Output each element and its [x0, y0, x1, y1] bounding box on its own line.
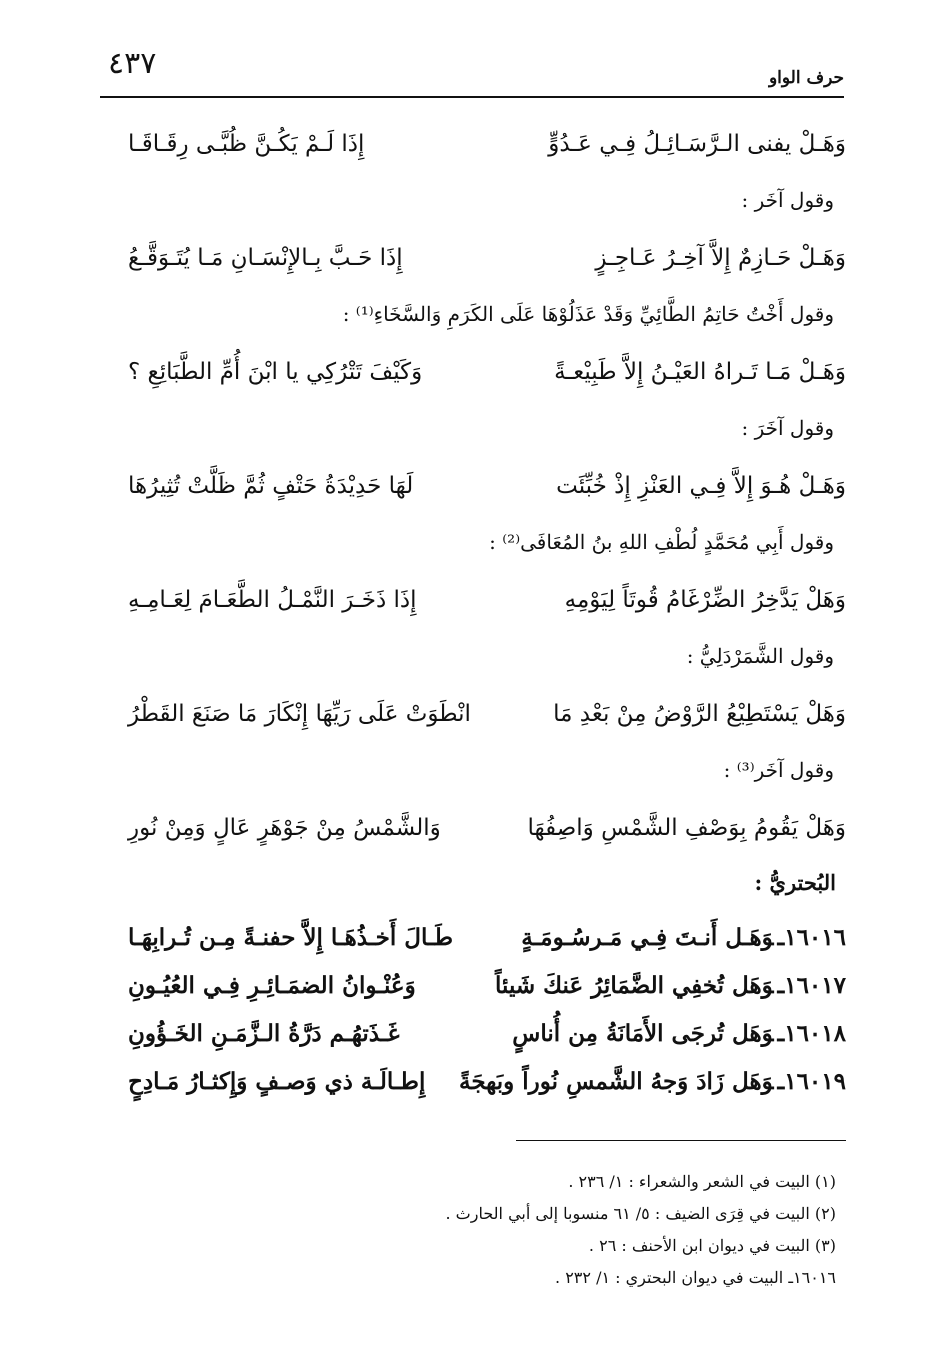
intro-text: وقول آخَر⁽³⁾ :: [723, 758, 834, 782]
footnote: (٢) البيت في قِرَى الضيف : ٥/ ٦١ منسوبا إلى أبي الحارث .: [445, 1204, 836, 1223]
verse-intro: [128, 402, 846, 458]
verse-first-hemistich: [459, 1062, 846, 1102]
intro-text: وقول آخَر :: [741, 188, 834, 212]
numbered-verse: [128, 1058, 846, 1106]
intro-text: وقول أَخْتُ حَاتِمُ الطَّائِيِّ وَقَدْ عَذَلُوْهَا عَلَى الكَرَمِ وَالسَّخَاءِ⁽¹⁾ :: [342, 302, 834, 326]
footnote: (١) البيت في الشعر والشعراء : ١/ ٢٣٦ .: [568, 1172, 836, 1191]
verse-second-hemistich: إِطـالَـة ذي وَصـفٍ وَإِكثـارُ مَـادِحٍ: [128, 1068, 426, 1095]
verse-number: ١٦٠١٦ـ: [777, 924, 846, 951]
verse-intro: [128, 174, 846, 230]
verse-second-hemistich: لَهَا حَدِيْدَةُ حَتْفٍ ثُمَّ ظَلَّتْ تُثِيرُهَا: [128, 473, 414, 499]
verse-second-hemistich: إِذَا ذَخَـرَ النَّمْـلُ الطَّعَـامَ لِعَـامِـهِ: [128, 587, 417, 613]
verse-second-hemistich: غَـذَتهُـم دَرَّةُ الـزَّمَـنِ الخَـؤُونِ: [128, 1020, 400, 1047]
intro-text: وقول آخَرَ :: [741, 416, 834, 440]
verse-second-hemistich: إِذَا حَـبَّ بِـالإِنْسَـانِ مَـا يُتَـوَقَّـعُ: [128, 245, 403, 271]
footnote: (٣) البيت في ديوان ابن الأحنف : ٢٦ .: [588, 1236, 836, 1255]
verse: [128, 116, 846, 174]
page-body: [128, 116, 846, 1106]
numbered-verse: [128, 914, 846, 962]
verse-first-hemistich: وَهَلْ يَسْتَطِيْعُ الرَّوْضُ مِنْ بَعْدِ مَا: [553, 701, 846, 727]
hemistich-text: وَهَل تُرجَى الأَمَانَةُ مِن أُناسٍ: [512, 1020, 774, 1047]
hemistich-text: وَهَل زَادَ وَجهُ الشَّمسِ نُوراً وبَهجَةً: [459, 1068, 774, 1095]
verse-first-hemistich: وَهَـلْ يفنى الـرَّسَـائِـلُ فِـي عَـدُوٍّ: [548, 131, 846, 157]
footnotes: [160, 1166, 836, 1294]
footnote: ١٦٠١٦ـ البيت في ديوان البحتري : ١/ ٢٣٢ .: [555, 1268, 836, 1287]
verse-intro: [128, 744, 846, 800]
numbered-verse: [128, 962, 846, 1010]
verse-first-hemistich: وَهَـلْ مَـا تَـراهُ العَيْـنُ إِلاَّ طَبِيْعـةً: [554, 359, 846, 385]
running-title: حرف الواو: [768, 68, 844, 88]
verse-second-hemistich: إِذَا لَـمْ يَكُـنَّ ظُبَّـى رِقَـاقَـا: [128, 131, 365, 157]
verse-intro: [128, 516, 846, 572]
poet-heading: [128, 858, 846, 914]
intro-text: وقول أَبِي مُحَمَّدٍ لُطْفِ اللهِ بنُ المُعَافَى⁽²⁾ :: [489, 530, 834, 554]
verse-number: ١٦٠١٨ـ: [777, 1020, 846, 1047]
verse-second-hemistich: وَكَيْفَ تَتْرُكِي يا ابْنَ أُمِّ الطَّبَائِعِ ؟: [128, 359, 423, 385]
verse: [128, 800, 846, 858]
verse-first-hemistich: [521, 918, 846, 958]
verse-second-hemistich: انْطَوَتْ عَلَى رَيِّهَا إِنْكَارَ مَا صَنَعَ القَطْرُ: [128, 701, 471, 727]
verse-second-hemistich: وَالشَّمْسُ مِنْ جَوْهَرٍ عَالٍ وَمِنْ نُورِ: [128, 815, 441, 841]
verse-first-hemistich: وَهَلْ يَدَّخِرُ الضِّرْغَامُ قُوتَاً لِيَوْمِهِ: [564, 587, 846, 613]
hemistich-text: وَهَل تُخفِي الضَّمَائِرُ عَنكَ شَيئاً: [495, 972, 774, 999]
verse: [128, 572, 846, 630]
page-header: [100, 40, 844, 92]
intro-text: وقول الشَّمَرْدَلِيُّ :: [686, 644, 834, 668]
verse-intro: [128, 630, 846, 686]
verse-first-hemistich: وَهَلْ يَقُومُ بِوَصْفِ الشَّمْسِ وَاصِفُهَا: [527, 815, 846, 841]
verse: [128, 344, 846, 402]
page-number: ٤٣٧: [108, 46, 157, 81]
verse: [128, 686, 846, 744]
footnote-rule: [516, 1140, 846, 1141]
verse-first-hemistich: وَهَـلْ هُـوَ إِلاَّ فِـي العَنْزِ إِذْ خُبِّئَت: [556, 473, 846, 499]
verse-intro: [128, 288, 846, 344]
numbered-verse: [128, 1010, 846, 1058]
verse-first-hemistich: وَهَـلْ حَـازِمٌ إِلاَّ آخِـرُ عَـاجِـزٍ: [595, 245, 846, 271]
verse-number: ١٦٠١٩ـ: [777, 1068, 846, 1095]
hemistich-text: وَهَـل أَنـتَ فِـي مَـرسُـومَـةٍ: [521, 924, 774, 951]
verse-second-hemistich: طَـالَ أَخـذُهَـا إِلاَّ حفنـةً مِـن تُـرابِهَـا: [128, 924, 453, 951]
header-rule: [100, 96, 844, 98]
poet-name: البُحتريُّ :: [754, 870, 836, 895]
verse-number: ١٦٠١٧ـ: [777, 972, 846, 999]
verse-second-hemistich: وَعُنْـوانُ الضمَـائِـرِ فِـي العُيُـونِ: [128, 972, 416, 999]
verse-first-hemistich: [512, 1014, 846, 1054]
verse: [128, 230, 846, 288]
verse: [128, 458, 846, 516]
verse-first-hemistich: [495, 966, 846, 1006]
